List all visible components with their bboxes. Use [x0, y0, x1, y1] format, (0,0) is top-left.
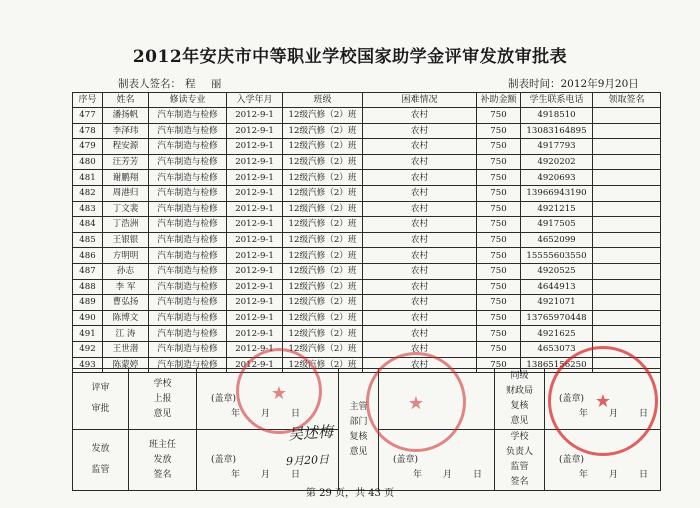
cell-signature — [593, 341, 661, 357]
cell-class: 12级汽修（2）班 — [283, 341, 363, 357]
table-row — [73, 123, 661, 139]
cell-enroll: 2012-9-1 — [227, 201, 283, 217]
cell-major: 汽车制造与检修 — [149, 154, 227, 170]
cell-name: 王银银 — [103, 232, 149, 248]
table-row — [73, 326, 661, 342]
school-head-signature-cell: (盖章) 年 月 日 — [545, 430, 661, 491]
cell-hardship: 农村 — [363, 185, 477, 201]
table-row — [73, 139, 661, 155]
cell-signature — [593, 217, 661, 233]
cell-name: 陈蒙婷 — [103, 357, 149, 373]
table-row — [73, 279, 661, 295]
page-title: 2012年安庆市中等职业学校国家助学金评审发放审批表 — [132, 47, 568, 67]
cell-hardship: 农村 — [363, 295, 477, 311]
preparer-line — [118, 76, 227, 91]
cell-no: 493 — [73, 357, 103, 373]
cell-signature — [593, 248, 661, 264]
cell-amount: 750 — [477, 185, 521, 201]
cell-enroll: 2012-9-1 — [227, 279, 283, 295]
prepared-date-value: 2012年9月20日 — [560, 78, 639, 90]
cell-amount: 750 — [477, 357, 521, 373]
cell-no: 489 — [73, 295, 103, 311]
cell-name: 李 军 — [103, 279, 149, 295]
cell-hardship: 农村 — [363, 310, 477, 326]
cell-name: 方明明 — [103, 248, 149, 264]
cell-major: 汽车制造与检修 — [149, 232, 227, 248]
cell-major: 汽车制造与检修 — [149, 263, 227, 279]
table-row — [73, 185, 661, 201]
dept-seal-stamp: ★ — [366, 352, 466, 452]
cell-class: 12级汽修（2）班 — [283, 232, 363, 248]
cell-phone: 4920525 — [521, 263, 593, 279]
cell-major: 汽车制造与检修 — [149, 170, 227, 186]
cell-name: 汪芳芳 — [103, 154, 149, 170]
cell-class: 12级汽修（2）班 — [283, 170, 363, 186]
cell-name: 潘扬帆 — [103, 108, 149, 124]
cell-amount: 750 — [477, 232, 521, 248]
cell-major: 汽车制造与检修 — [149, 123, 227, 139]
cell-hardship: 农村 — [363, 263, 477, 279]
cell-enroll: 2012-9-1 — [227, 263, 283, 279]
cell-enroll: 2012-9-1 — [227, 123, 283, 139]
cell-phone: 4652099 — [521, 232, 593, 248]
cell-enroll: 2012-9-1 — [227, 108, 283, 124]
col-header-name: 姓名 — [103, 93, 149, 108]
cell-signature — [593, 232, 661, 248]
cell-signature — [593, 170, 661, 186]
cell-major: 汽车制造与检修 — [149, 357, 227, 373]
cell-amount: 750 — [477, 170, 521, 186]
cell-hardship: 农村 — [363, 279, 477, 295]
cell-hardship: 农村 — [363, 123, 477, 139]
review-approval-label: 评审 审批 — [73, 369, 129, 430]
cell-no: 488 — [73, 279, 103, 295]
cell-name: 曹弘扬 — [103, 295, 149, 311]
table-row — [73, 108, 661, 124]
cell-major: 汽车制造与检修 — [149, 295, 227, 311]
cell-signature — [593, 154, 661, 170]
cell-major: 汽车制造与检修 — [149, 108, 227, 124]
cell-phone: 13865156250 — [521, 357, 593, 373]
cell-amount: 750 — [477, 326, 521, 342]
cell-enroll: 2012-9-1 — [227, 139, 283, 155]
cell-major: 汽车制造与检修 — [149, 217, 227, 233]
cell-signature — [593, 310, 661, 326]
cell-enroll: 2012-9-1 — [227, 185, 283, 201]
table-row — [73, 263, 661, 279]
cell-class: 12级汽修（2）班 — [283, 108, 363, 124]
cell-major: 汽车制造与检修 — [149, 185, 227, 201]
cell-name: 丁文裴 — [103, 201, 149, 217]
cell-hardship: 农村 — [363, 108, 477, 124]
table-header-row — [73, 93, 661, 108]
cell-signature — [593, 263, 661, 279]
col-header-phone: 学生联系电话 — [521, 93, 593, 108]
cell-no: 479 — [73, 139, 103, 155]
cell-enroll: 2012-9-1 — [227, 232, 283, 248]
cell-class: 12级汽修（2）班 — [283, 139, 363, 155]
table-row — [73, 154, 661, 170]
cell-class: 12级汽修（2）班 — [283, 310, 363, 326]
table-row — [73, 248, 661, 264]
cell-class: 12级汽修（2）班 — [283, 185, 363, 201]
cell-enroll: 2012-9-1 — [227, 326, 283, 342]
cell-name: 王世潜 — [103, 341, 149, 357]
cell-no: 487 — [73, 263, 103, 279]
cell-name: 江 涛 — [103, 326, 149, 342]
cell-phone: 13083164895 — [521, 123, 593, 139]
cell-amount: 750 — [477, 248, 521, 264]
cell-amount: 750 — [477, 139, 521, 155]
page-footer: 第 29 页，共 43 页 — [305, 488, 395, 499]
col-header-amount: 补助金额 — [477, 93, 521, 108]
cell-enroll: 2012-9-1 — [227, 154, 283, 170]
col-header-class: 班级 — [283, 93, 363, 108]
cell-class: 12级汽修（2）班 — [283, 201, 363, 217]
cell-signature — [593, 185, 661, 201]
cell-no: 492 — [73, 341, 103, 357]
cell-signature — [593, 326, 661, 342]
cell-hardship: 农村 — [363, 341, 477, 357]
cell-major: 汽车制造与检修 — [149, 139, 227, 155]
cell-no: 491 — [73, 326, 103, 342]
cell-major: 汽车制造与检修 — [149, 341, 227, 357]
cell-phone: 4917793 — [521, 139, 593, 155]
cell-enroll: 2012-9-1 — [227, 357, 283, 373]
cell-class: 12级汽修（2）班 — [283, 279, 363, 295]
cell-hardship: 农村 — [363, 217, 477, 233]
cell-name: 谢鹏翔 — [103, 170, 149, 186]
table-row — [73, 232, 661, 248]
competent-dept-seal-cell: (盖章) 年 月 日 — [379, 430, 495, 491]
cell-signature — [593, 201, 661, 217]
cell-amount: 750 — [477, 263, 521, 279]
cell-no: 480 — [73, 154, 103, 170]
cell-class: 12级汽修（2）班 — [283, 217, 363, 233]
cell-hardship: 农村 — [363, 232, 477, 248]
table-row — [73, 170, 661, 186]
cell-enroll: 2012-9-1 — [227, 310, 283, 326]
cell-amount: 750 — [477, 279, 521, 295]
cell-hardship: 农村 — [363, 357, 477, 373]
cell-name: 陈博文 — [103, 310, 149, 326]
handwritten-signature: 吴述梅 — [287, 422, 334, 444]
finance-seal-stamp: ★ — [548, 346, 658, 456]
school-report-label: 学校 上报 意见 — [129, 369, 197, 430]
cell-enroll: 2012-9-1 — [227, 248, 283, 264]
cell-major: 汽车制造与检修 — [149, 310, 227, 326]
student-table — [72, 92, 661, 373]
cell-major: 汽车制造与检修 — [149, 326, 227, 342]
cell-amount: 750 — [477, 217, 521, 233]
finance-bureau-label: 同级 财政局 复核 意见 — [495, 369, 545, 430]
cell-name: 李泽玮 — [103, 123, 149, 139]
table-row — [73, 310, 661, 326]
handwritten-date: 9月20日 — [285, 452, 330, 469]
table-row — [73, 217, 661, 233]
cell-phone: 4644913 — [521, 279, 593, 295]
cell-no: 481 — [73, 170, 103, 186]
cell-class: 12级汽修（2）班 — [283, 326, 363, 342]
cell-phone: 13966943190 — [521, 185, 593, 201]
cell-hardship: 农村 — [363, 201, 477, 217]
prepared-date-label: 制表时间： — [508, 78, 561, 90]
cell-major: 汽车制造与检修 — [149, 248, 227, 264]
cell-no: 484 — [73, 217, 103, 233]
cell-phone: 4653073 — [521, 341, 593, 357]
competent-dept-label: 主管 部门 复核 意见 — [339, 369, 379, 491]
cell-name: 周港归 — [103, 185, 149, 201]
cell-phone: 4918510 — [521, 108, 593, 124]
cell-signature — [593, 123, 661, 139]
col-header-signature: 领取签名 — [593, 93, 661, 108]
cell-major: 汽车制造与检修 — [149, 279, 227, 295]
col-header-no: 序号 — [73, 93, 103, 108]
cell-hardship: 农村 — [363, 170, 477, 186]
cell-hardship: 农村 — [363, 139, 477, 155]
cell-phone: 4920202 — [521, 154, 593, 170]
col-header-major: 修读专业 — [149, 93, 227, 108]
preparer-label: 制表人签名： — [118, 78, 181, 90]
table-row — [73, 201, 661, 217]
cell-class: 12级汽修（2）班 — [283, 154, 363, 170]
cell-class: 12级汽修（2）班 — [283, 263, 363, 279]
cell-no: 478 — [73, 123, 103, 139]
table-row — [73, 341, 661, 357]
cell-amount: 750 — [477, 123, 521, 139]
class-teacher-label: 班主任 发放 签名 — [129, 430, 197, 491]
cell-major: 汽车制造与检修 — [149, 201, 227, 217]
table-row — [73, 295, 661, 311]
issue-supervise-label: 发放 监管 — [73, 430, 129, 491]
preparer-name: 程 丽 — [185, 78, 228, 90]
cell-signature — [593, 279, 661, 295]
cell-name: 程安源 — [103, 139, 149, 155]
cell-no: 485 — [73, 232, 103, 248]
finance-bureau-opinion: (盖章) 年 月 日 — [545, 369, 661, 430]
cell-class: 12级汽修（2）班 — [283, 248, 363, 264]
cell-hardship: 农村 — [363, 154, 477, 170]
cell-name: 丁浩洲 — [103, 217, 149, 233]
cell-phone: 4921071 — [521, 295, 593, 311]
cell-enroll: 2012-9-1 — [227, 295, 283, 311]
school-seal-stamp: ★ — [236, 348, 322, 434]
cell-phone: 4917505 — [521, 217, 593, 233]
cell-signature — [593, 295, 661, 311]
cell-no: 483 — [73, 201, 103, 217]
cell-phone: 15555603550 — [521, 248, 593, 264]
cell-signature — [593, 139, 661, 155]
cell-phone: 4921625 — [521, 326, 593, 342]
cell-signature — [593, 108, 661, 124]
cell-amount: 750 — [477, 154, 521, 170]
cell-phone: 13765970448 — [521, 310, 593, 326]
cell-enroll: 2012-9-1 — [227, 217, 283, 233]
cell-amount: 750 — [477, 108, 521, 124]
cell-amount: 750 — [477, 310, 521, 326]
cell-class: 12级汽修（2）班 — [283, 123, 363, 139]
class-teacher-signature-cell: (盖章) 年 月 日 — [197, 430, 339, 491]
cell-name: 孙志 — [103, 263, 149, 279]
prepared-date-line — [508, 76, 639, 91]
cell-no: 482 — [73, 185, 103, 201]
cell-phone: 4921215 — [521, 201, 593, 217]
school-head-label: 学校 负责人 监管 签名 — [495, 430, 545, 491]
cell-class: 12级汽修（2）班 — [283, 295, 363, 311]
cell-amount: 750 — [477, 341, 521, 357]
col-header-enroll: 入学年月 — [227, 93, 283, 108]
cell-enroll: 2012-9-1 — [227, 341, 283, 357]
col-header-hardship: 困难情况 — [363, 93, 477, 108]
approval-table — [72, 368, 661, 491]
cell-amount: 750 — [477, 201, 521, 217]
competent-dept-opinion — [379, 369, 495, 430]
cell-class: 12级汽修（2）班 — [283, 357, 363, 373]
cell-no: 477 — [73, 108, 103, 124]
cell-no: 490 — [73, 310, 103, 326]
cell-hardship: 农村 — [363, 326, 477, 342]
cell-no: 486 — [73, 248, 103, 264]
cell-amount: 750 — [477, 295, 521, 311]
cell-enroll: 2012-9-1 — [227, 170, 283, 186]
cell-hardship: 农村 — [363, 248, 477, 264]
school-report-opinion: (盖章) 年 月 日 — [197, 369, 339, 430]
cell-phone: 4920693 — [521, 170, 593, 186]
